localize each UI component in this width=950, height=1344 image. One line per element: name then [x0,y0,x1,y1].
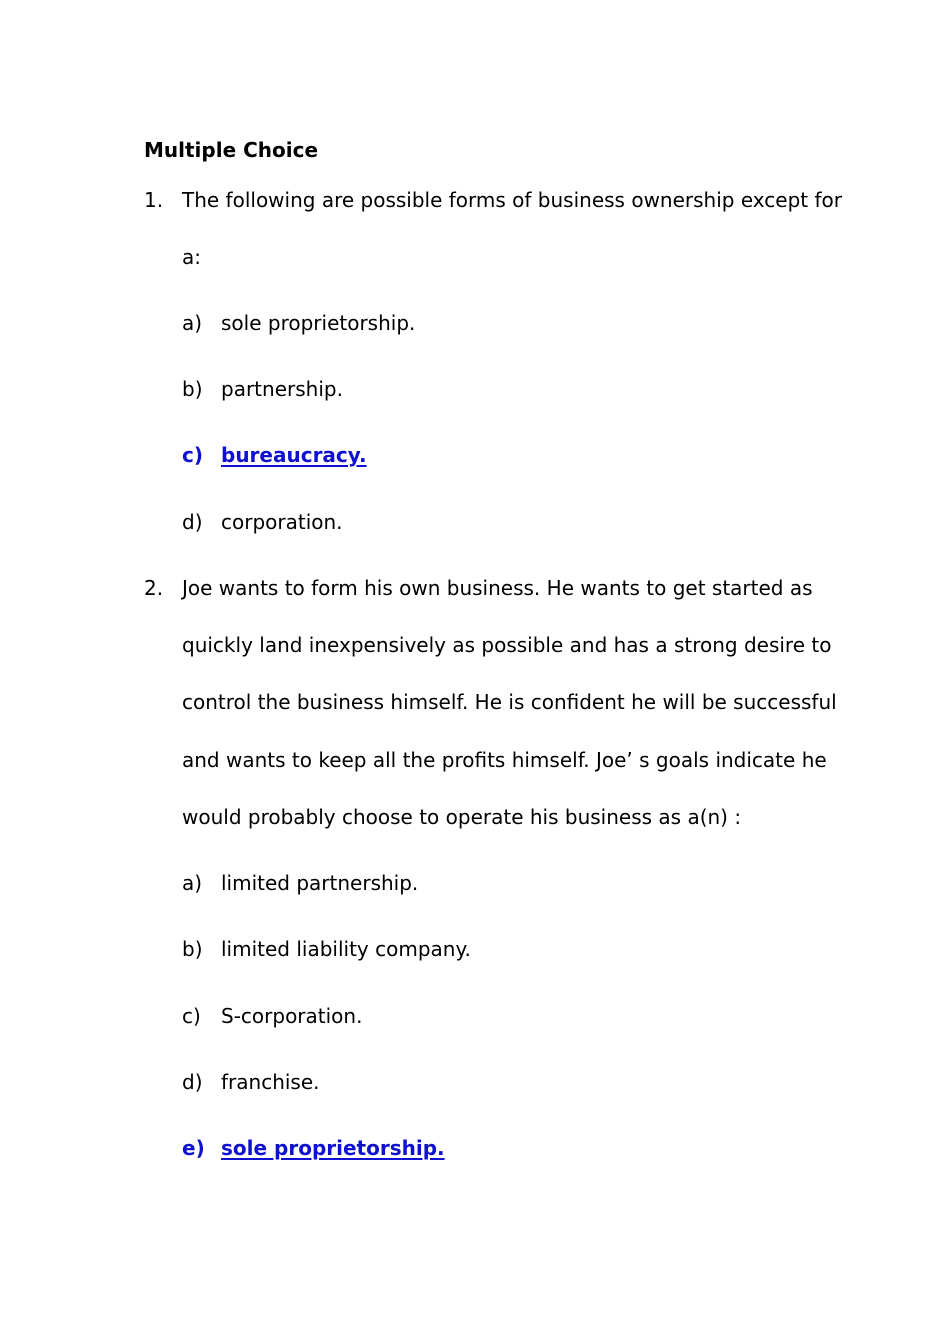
section-heading: Multiple Choice [144,138,319,162]
question-2-option-c-text: S-corporation. [221,1004,363,1028]
question-2-option-a-text: limited partnership. [221,871,419,895]
question-2-number: 2. [144,576,164,600]
question-1-line-2: a: [182,245,201,269]
question-2-line-4: and wants to keep all the profits himself. Joe’ s goals indicate he [182,748,827,772]
question-2-option-a-letter: a) [182,871,203,895]
question-1-option-c-letter: c) [182,443,203,467]
question-1-option-a-letter: a) [182,311,203,335]
question-1-option-b-text: partnership. [221,377,343,401]
question-1-option-c-text-correct-answer: bureaucracy. [221,443,367,467]
question-2-line-3: control the business himself. He is confident he will be successful [182,690,837,714]
question-2-option-b-letter: b) [182,937,203,961]
question-2-option-b-text: limited liability company. [221,937,471,961]
question-1-line-1: The following are possible forms of business ownership except for [182,188,842,212]
question-1-option-a-text: sole proprietorship. [221,311,416,335]
question-2-option-e-text-correct-answer: sole proprietorship. [221,1136,445,1160]
question-1-number: 1. [144,188,164,212]
question-1-option-d-letter: d) [182,510,203,534]
question-1-option-b-letter: b) [182,377,203,401]
question-2-option-d-letter: d) [182,1070,203,1094]
question-2-line-2: quickly land inexpensively as possible and has a strong desire to [182,633,832,657]
question-1-option-d-text: corporation. [221,510,343,534]
question-2-line-1: Joe wants to form his own business. He wants to get started as [182,576,813,600]
question-2-option-c-letter: c) [182,1004,201,1028]
question-2-line-5: would probably choose to operate his business as a(n) : [182,805,742,829]
question-2-option-e-letter: e) [182,1136,205,1160]
question-2-option-d-text: franchise. [221,1070,320,1094]
